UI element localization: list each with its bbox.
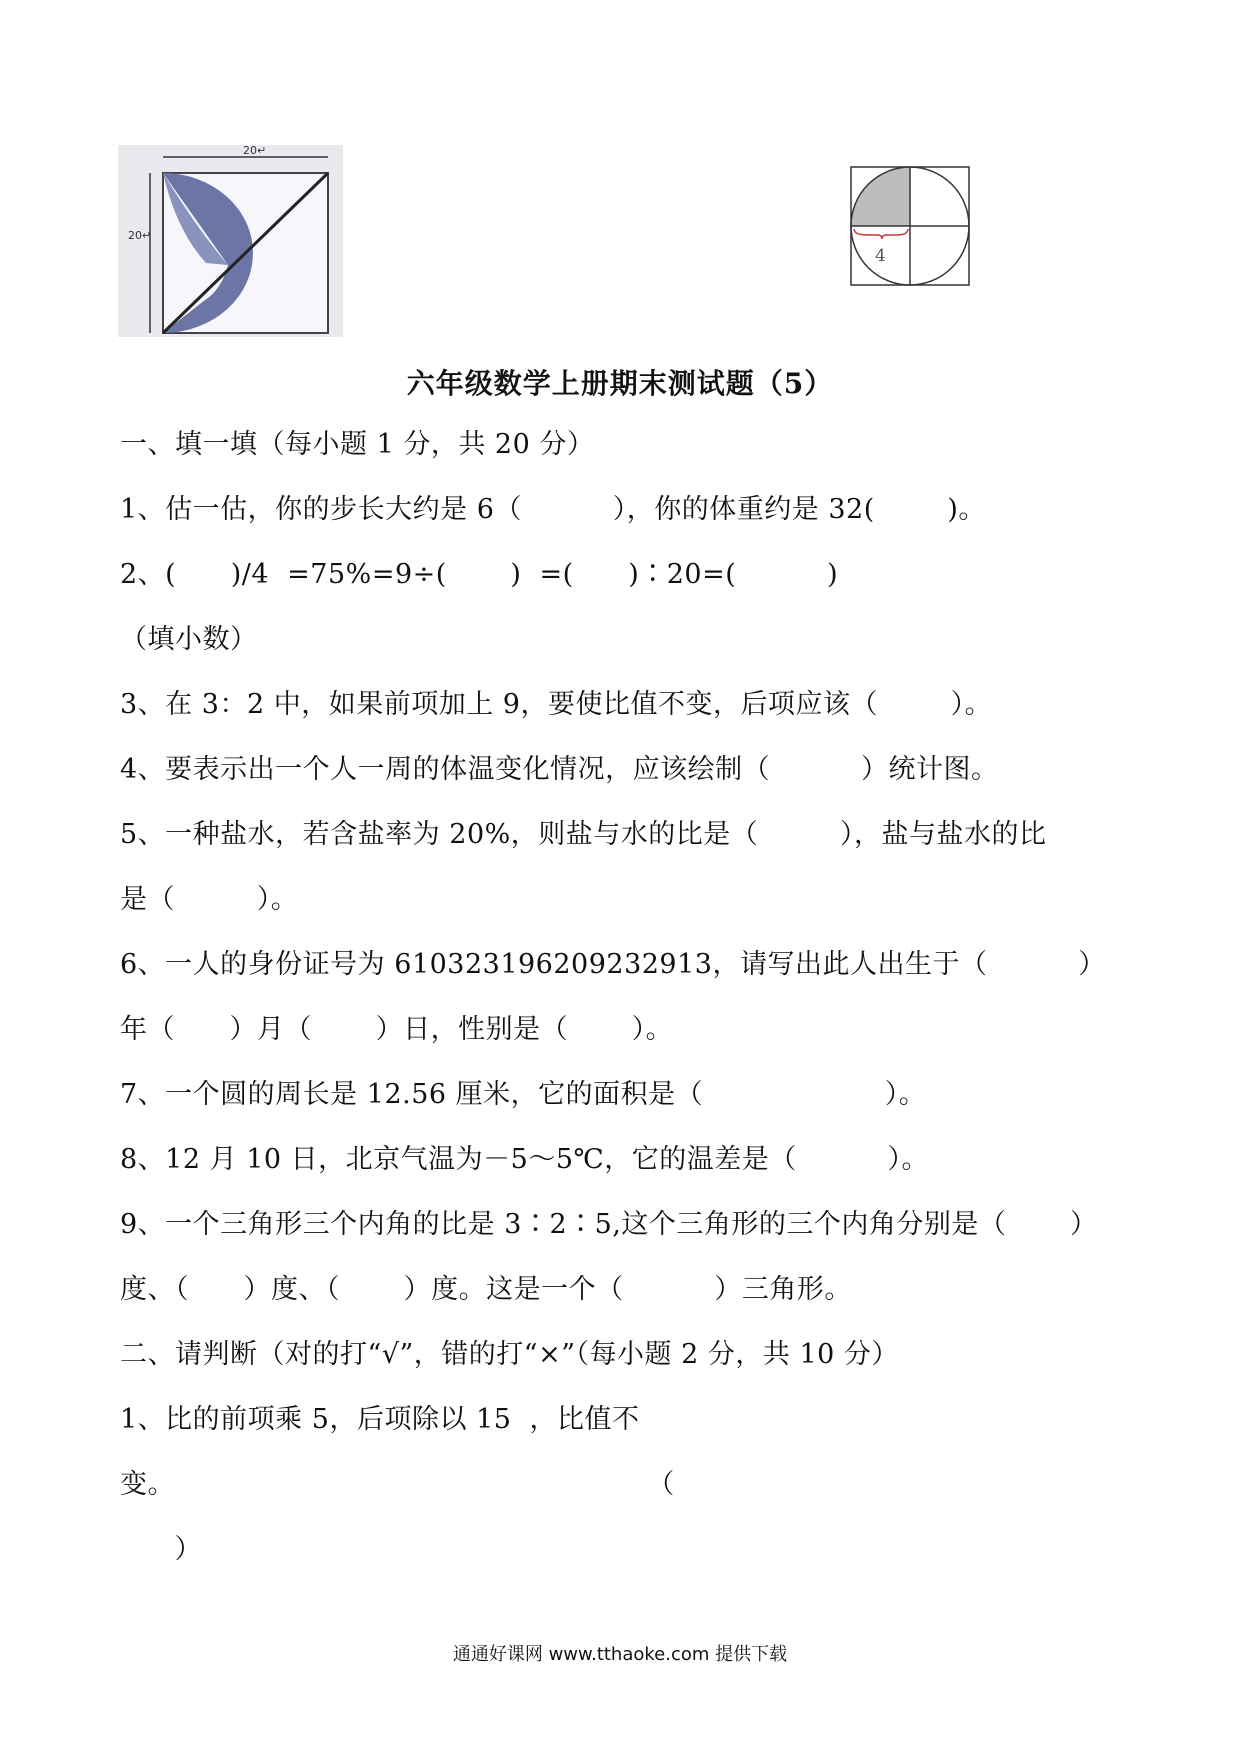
section-two-heading: 二、请判断（对的打“√”，错的打“×”（每小题 2 分，共 10 分） <box>120 1339 899 1370</box>
shaded-quarter <box>851 167 910 226</box>
page-title: 六年级数学上册期末测试题（5） <box>406 367 834 400</box>
top-dimension-label: 20↵ <box>243 145 267 157</box>
question-8: 8、12 月 10 日，北京气温为－5～5℃，它的温差是（ ）。 <box>120 1144 930 1175</box>
square-semicircle-figure <box>118 145 343 337</box>
judge-question-1-cont: 变。 （ <box>120 1469 675 1500</box>
judge-question-1-paren: ） <box>120 1534 202 1565</box>
footer-credit: 通通好课网 www.tthaoke.com 提供下载 <box>452 1644 788 1665</box>
radius-brace <box>854 229 908 239</box>
question-9-cont: 度、（ ）度、（ ）度。这是一个（ ）三角形。 <box>120 1274 852 1305</box>
question-3: 3、在 3：2 中，如果前项加上 9，要使比值不变，后项应该（ ）。 <box>120 689 993 720</box>
radius-label: 4 <box>875 246 886 266</box>
question-1: 1、估一估，你的步长大约是 6（ ），你的体重约是 32( )。 <box>120 494 986 525</box>
question-5: 5、一种盐水，若含盐率为 20%，则盐与水的比是（ ），盐与盐水的比 <box>120 819 1047 850</box>
judge-question-1: 1、比的前项乘 5，后项除以 15 ，比值不 <box>120 1404 640 1435</box>
question-4: 4、要表示出一个人一周的体温变化情况，应该绘制（ ）统计图。 <box>120 754 999 785</box>
question-2-note: （填小数） <box>120 624 258 655</box>
question-9: 9、一个三角形三个内角的比是 3∶2∶5,这个三角形的三个内角分别是（ ） <box>120 1209 1098 1240</box>
question-2: 2、( )/4 =75%=9÷( ) =( )∶20=( ) <box>120 559 839 590</box>
question-6-cont: 年（ ）月（ ）日，性别是（ ）。 <box>120 1014 674 1045</box>
question-5-cont: 是（ ）。 <box>120 884 299 915</box>
question-6: 6、一人的身份证号为 610323196209232913，请写出此人出生于（ ） <box>120 949 1106 980</box>
circle-quarter-figure <box>848 165 974 289</box>
section-one-heading: 一、填一填（每小题 1 分，共 20 分） <box>120 429 595 460</box>
question-7: 7、一个圆的周长是 12.56 厘米，它的面积是（ ）。 <box>120 1079 927 1110</box>
side-dimension-label: 20↵ <box>128 229 152 242</box>
